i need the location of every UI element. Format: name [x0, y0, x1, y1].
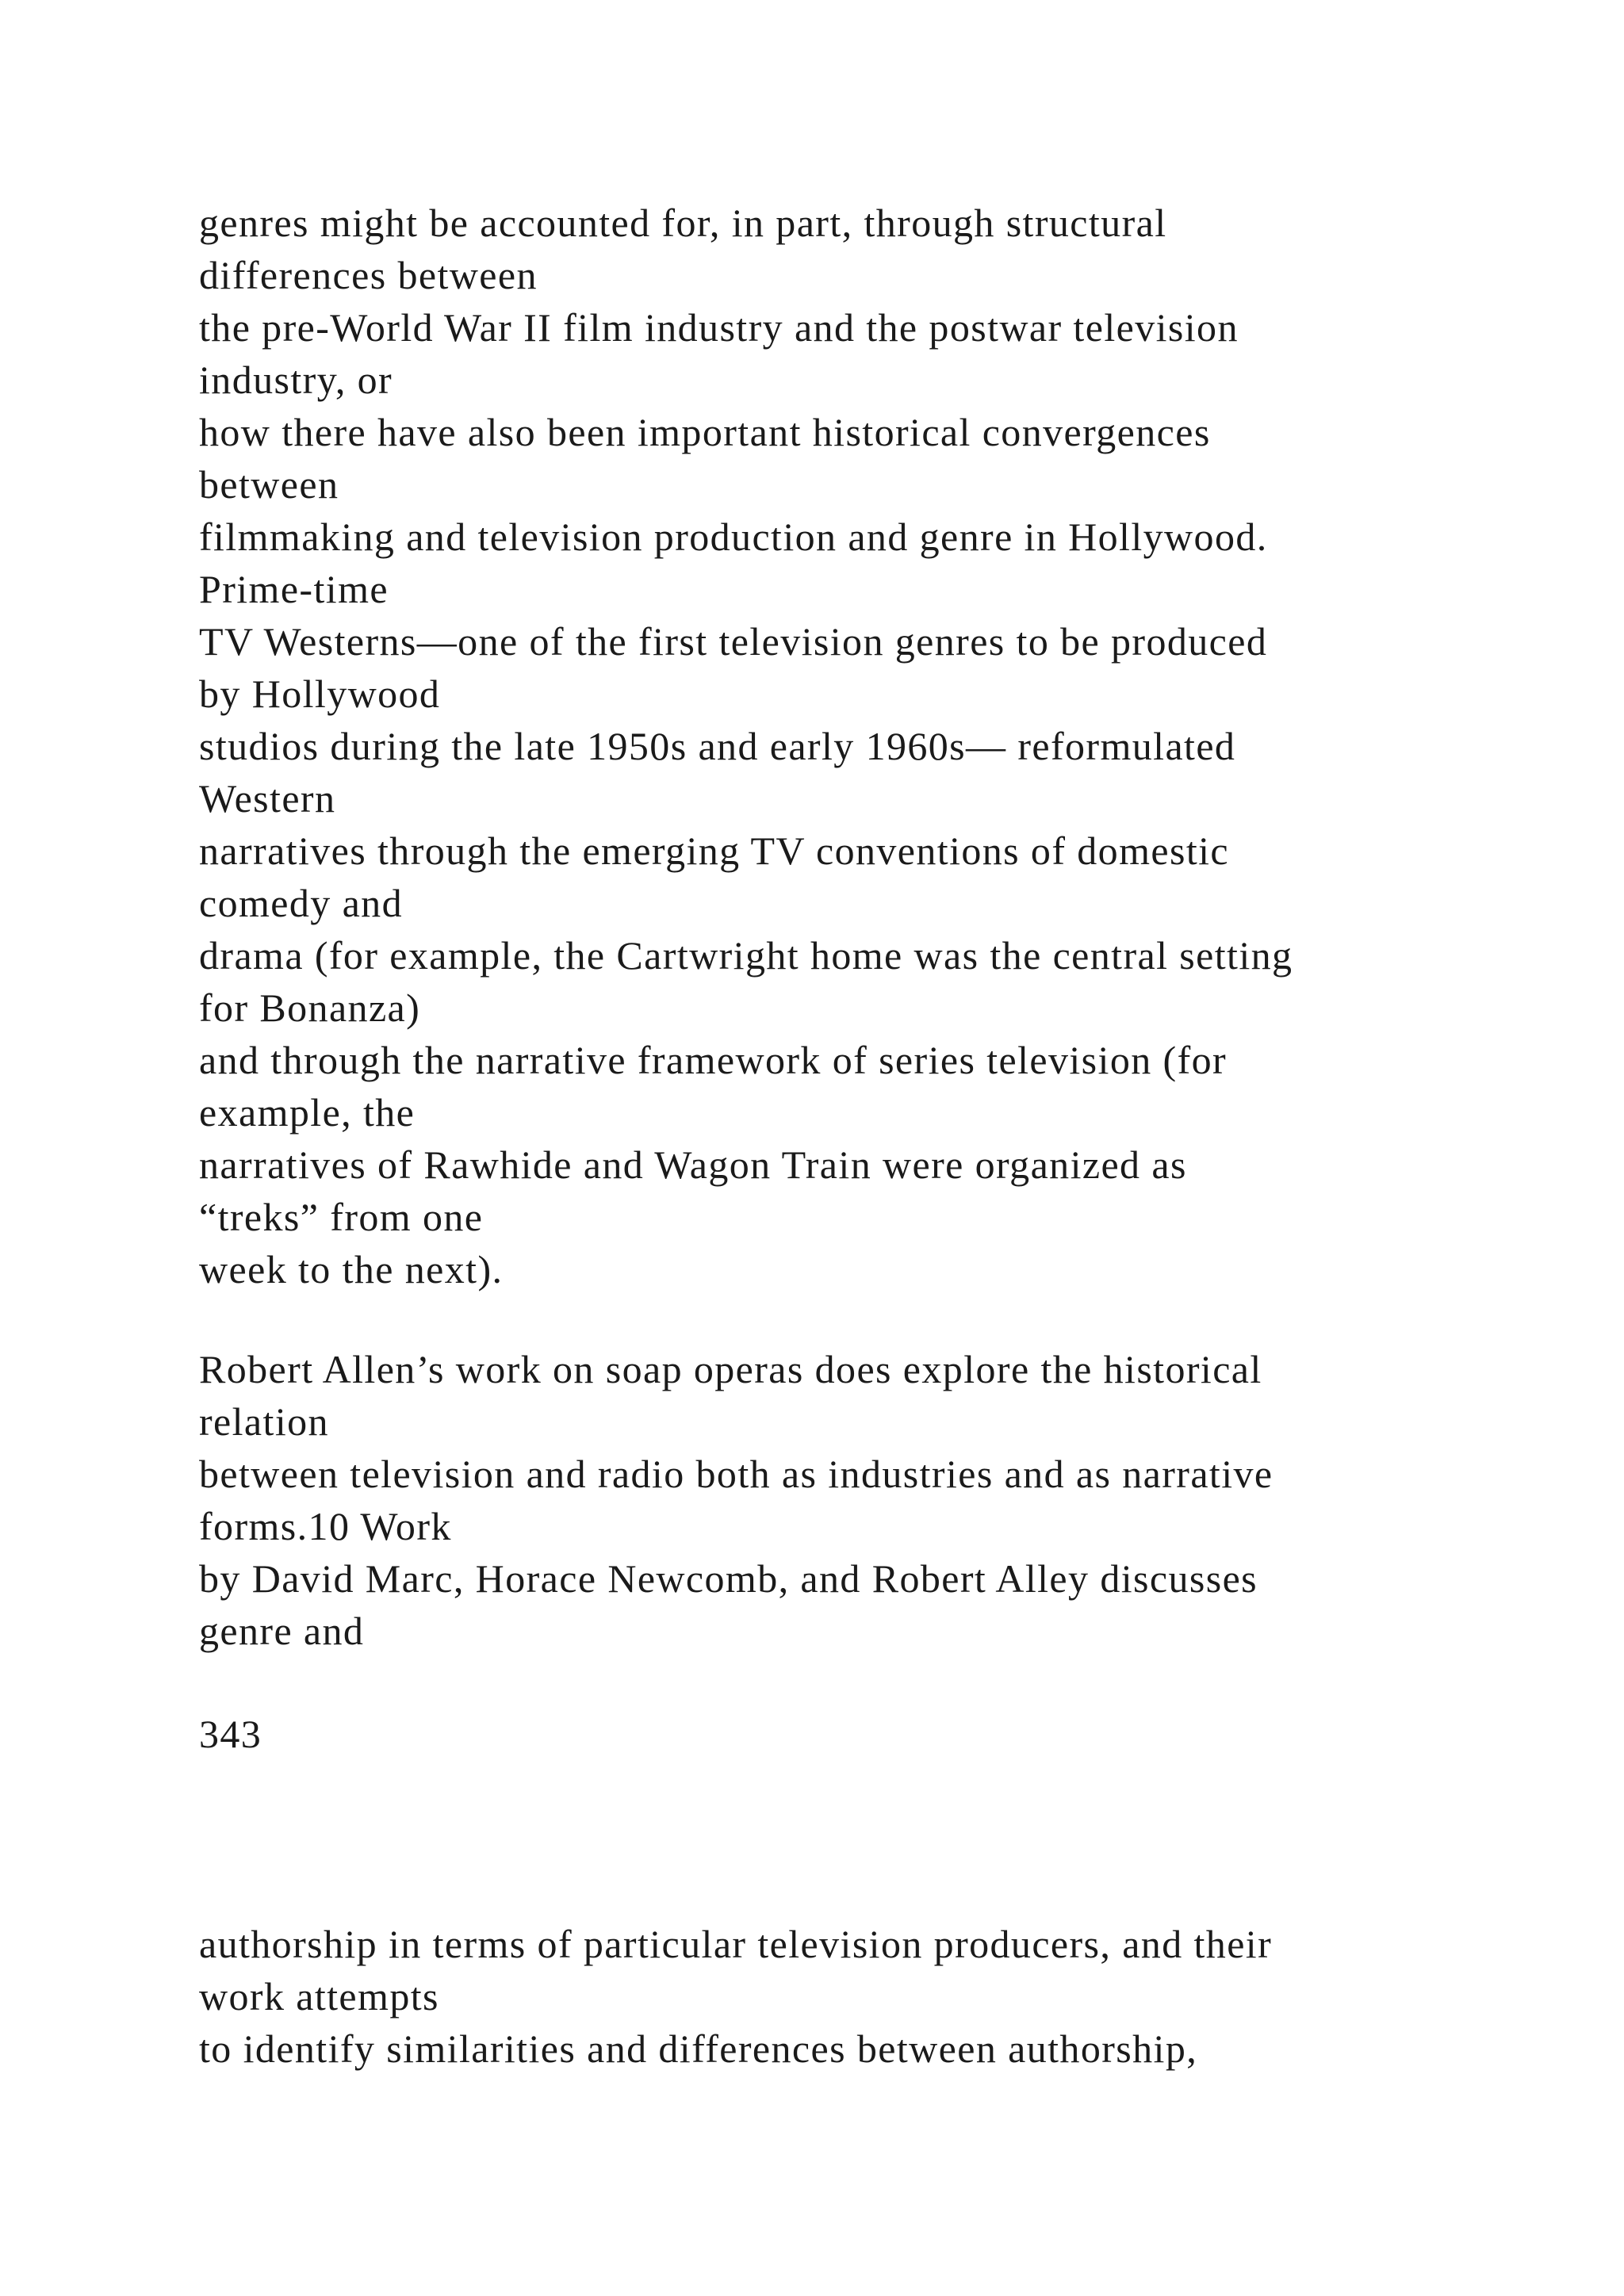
- text-line: genre and: [199, 1609, 365, 1653]
- text-line: industry, or: [199, 358, 393, 402]
- text-line: Western: [199, 776, 336, 821]
- text-line: between: [199, 462, 339, 507]
- paragraph-3: [199, 1918, 1547, 2075]
- text-line: Prime-time: [199, 567, 389, 611]
- text-line: the pre-World War II film industry and the postwar television: [199, 305, 1239, 350]
- text-line: studios during the late 1950s and early 1960s— reformulated: [199, 724, 1236, 768]
- page-number-text: 343: [199, 1712, 262, 1756]
- text-line: TV Westerns—one of the first television genres to be produced: [199, 619, 1268, 664]
- text-line: differences between: [199, 253, 538, 297]
- paragraph-1: [199, 197, 1547, 1295]
- text-line: week to the next).: [199, 1247, 504, 1292]
- text-line: for Bonanza): [199, 985, 421, 1030]
- text-line: comedy and: [199, 881, 403, 925]
- text-line: how there have also been important historical convergences: [199, 410, 1211, 454]
- text-line: and through the narrative framework of series television (for: [199, 1038, 1228, 1082]
- text-line: authorship in terms of particular television producers, and their: [199, 1922, 1273, 1966]
- text-line: narratives through the emerging TV conventions of domestic: [199, 828, 1229, 873]
- text-line: filmmaking and television production and genre in Hollywood.: [199, 515, 1268, 559]
- text-line: by Hollywood: [199, 672, 441, 716]
- page-number: [199, 1708, 1547, 1760]
- text-line: genres might be accounted for, in part, through structural: [199, 201, 1167, 245]
- text-line: between television and radio both as industries and as narrative: [199, 1452, 1274, 1496]
- text-line: narratives of Rawhide and Wagon Train were organized as: [199, 1142, 1187, 1187]
- text-line: “treks” from one: [199, 1195, 484, 1239]
- text-line: forms.10 Work: [199, 1504, 452, 1548]
- text-line: by David Marc, Horace Newcomb, and Robert Alley discusses: [199, 1556, 1258, 1601]
- text-line: relation: [199, 1399, 329, 1444]
- text-line: Robert Allen’s work on soap operas does explore the historical: [199, 1347, 1262, 1391]
- text-line: drama (for example, the Cartwright home was the central setting: [199, 933, 1293, 978]
- text-line: work attempts: [199, 1974, 439, 2019]
- text-line: example, the: [199, 1090, 416, 1135]
- paragraph-2: [199, 1343, 1547, 1657]
- text-line: to identify similarities and differences between authorship,: [199, 2026, 1198, 2071]
